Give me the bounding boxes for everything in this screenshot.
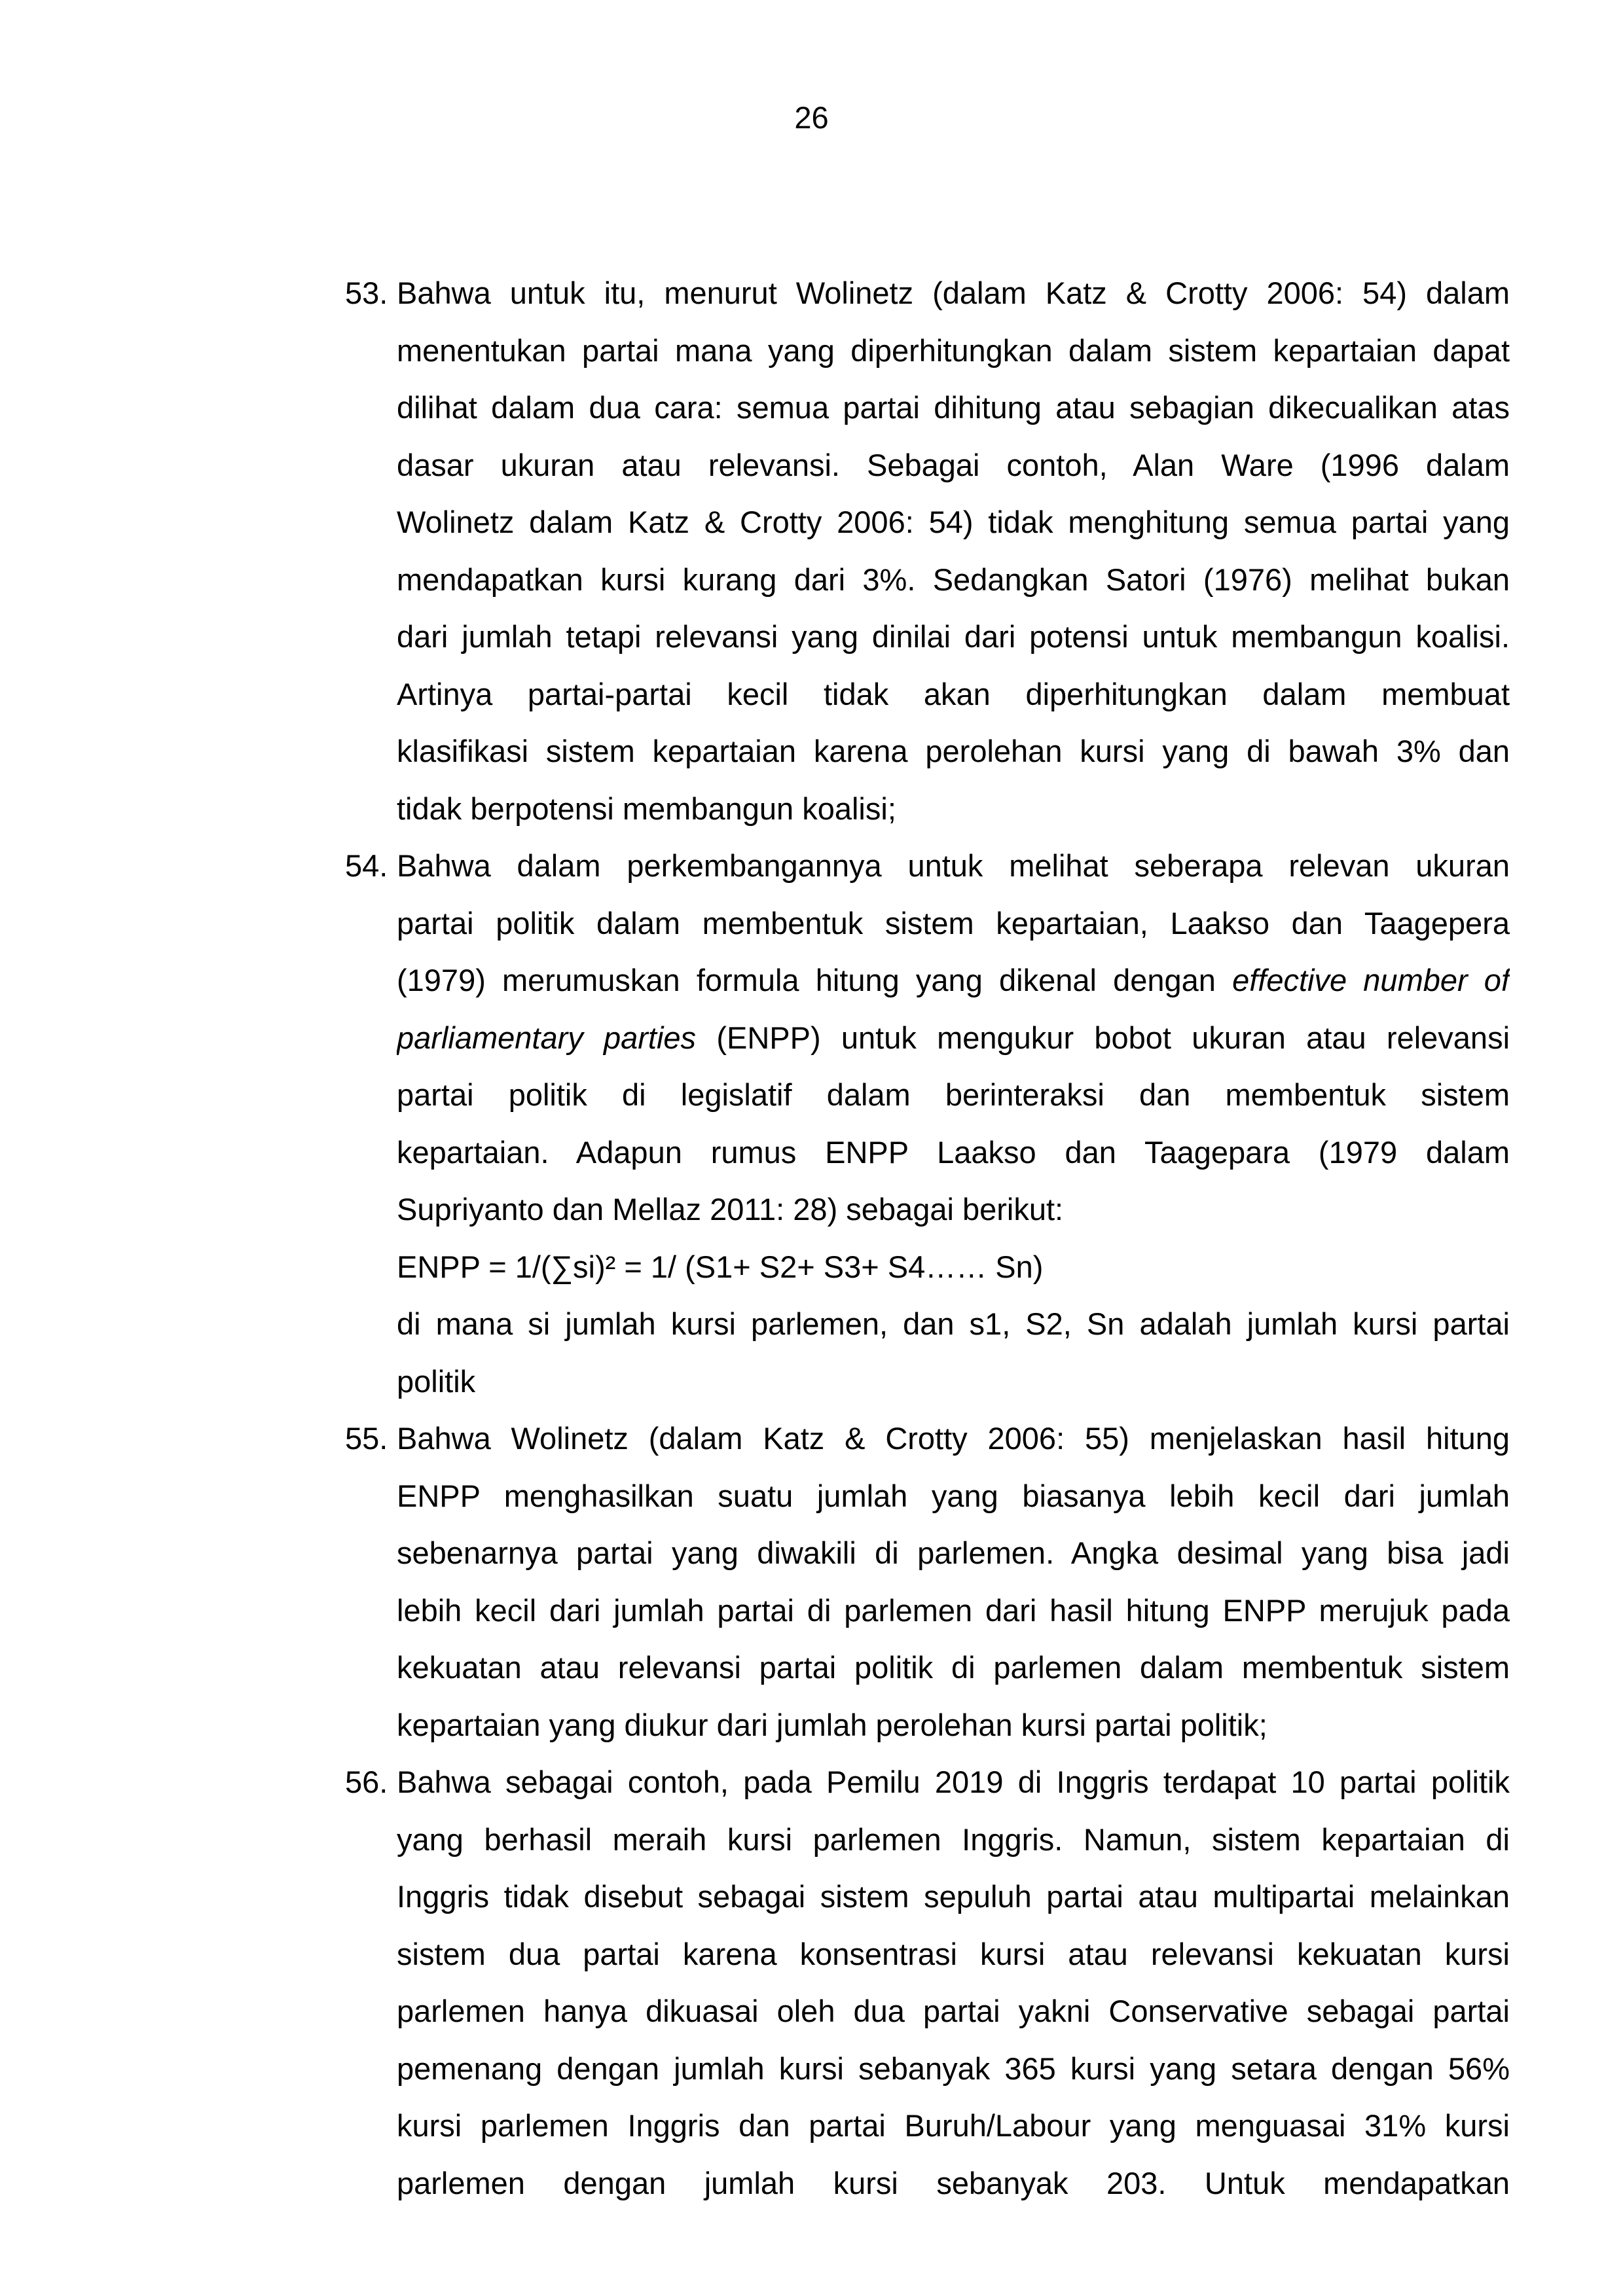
paragraph-line: sistem dua partai karena konsentrasi kursi atau relevansi kekuatan kursi: [397, 1936, 1510, 1971]
paragraph-line: Supriyanto dan Mellaz 2011: 28) sebagai berikut:: [397, 1192, 1064, 1227]
list-item: [0, 264, 1510, 837]
paragraph-line: politik: [397, 1363, 476, 1399]
paragraph-line: parlemen hanya dikuasai oleh dua partai yakni Conservative sebagai partai: [397, 1994, 1510, 2028]
paragraph-line: sebenarnya partai yang diwakili di parlemen. Angka desimal yang bisa jadi: [397, 1535, 1510, 1570]
line-text: (ENPP) untuk mengukur bobot ukuran atau relevansi: [696, 1020, 1510, 1055]
paragraph-line: kekuatan atau relevansi partai politik di parlemen dalam membentuk sistem: [397, 1650, 1510, 1685]
paragraph-line: [397, 1009, 1510, 1067]
paragraph-line: ENPP = 1/(∑si)² = 1/ (S1+ S2+ S3+ S4…… Sn): [397, 1249, 1044, 1284]
list-item-number: 56.: [345, 1765, 388, 1799]
document-body: [0, 264, 1623, 2212]
paragraph-line: Artinya partai-partai kecil tidak akan diperhitungkan dalam membuat: [397, 676, 1510, 711]
paragraph-line: yang berhasil meraih kursi parlemen Inggris. Namun, sistem kepartaian di: [397, 1821, 1510, 1857]
paragraph-line: kursi parlemen Inggris dan partai Buruh/Labour yang menguasai 31% kursi: [397, 2108, 1510, 2143]
page-number: 26: [794, 100, 829, 135]
italic-term: parliamentary parties: [397, 1020, 697, 1055]
paragraph-line: ENPP menghasilkan suatu jumlah yang biasanya lebih kecil dari jumlah: [397, 1478, 1510, 1513]
paragraph-line: lebih kecil dari jumlah partai di parlemen dari hasil hitung ENPP merujuk pada: [397, 1592, 1510, 1628]
line-text: (1979) merumuskan formula hitung yang dikenal dengan: [397, 963, 1233, 997]
paragraph-line: parlemen dengan jumlah kursi sebanyak 203. Untuk mendapatkan: [397, 2165, 1510, 2200]
paragraph-line: dari jumlah tetapi relevansi yang dinilai dari potensi untuk membangun koalisi.: [397, 619, 1510, 654]
paragraph-line: Bahwa untuk itu, menurut Wolinetz (dalam Katz & Crotty 2006: 54) dalam: [397, 276, 1510, 310]
paragraph-line: klasifikasi sistem kepartaian karena perolehan kursi yang di bawah 3% dan: [397, 734, 1510, 768]
paragraph-line: kepartaian. Adapun rumus ENPP Laakso dan Taagepara (1979 dalam: [397, 1134, 1510, 1170]
paragraph-line: di mana si jumlah kursi parlemen, dan s1, S2, Sn adalah jumlah kursi partai: [397, 1306, 1510, 1341]
paragraph-line: dasar ukuran atau relevansi. Sebagai contoh, Alan Ware (1996 dalam: [397, 447, 1510, 482]
list-item-number: 55.: [345, 1421, 388, 1456]
paragraph-line: kepartaian yang diukur dari jumlah perolehan kursi partai politik;: [397, 1707, 1267, 1742]
paragraph-line: menentukan partai mana yang diperhitungkan dalam sistem kepartaian dapat: [397, 332, 1510, 368]
list-item: [0, 1410, 1510, 1753]
paragraph-line: dilihat dalam dua cara: semua partai dihitung atau sebagian dikecualikan atas: [397, 390, 1510, 425]
paragraph-line: pemenang dengan jumlah kursi sebanyak 365 kursi yang setara dengan 56%: [397, 2051, 1510, 2086]
paragraph-line: Bahwa sebagai contoh, pada Pemilu 2019 di Inggris terdapat 10 partai politik: [397, 1765, 1510, 1799]
list-item-number: 54.: [345, 848, 388, 883]
paragraph-line: tidak berpotensi membangun koalisi;: [397, 791, 896, 826]
paragraph-line: partai politik dalam membentuk sistem kepartaian, Laakso dan Taagepera: [397, 905, 1510, 941]
paragraph-line: Bahwa dalam perkembangannya untuk melihat seberapa relevan ukuran: [397, 848, 1510, 883]
list-item-number: 53.: [345, 276, 388, 310]
paragraph-line: Wolinetz dalam Katz & Crotty 2006: 54) tidak menghitung semua partai yang: [397, 505, 1510, 539]
list-item: [0, 837, 1510, 1410]
list-item: [0, 1753, 1510, 2212]
paragraph-line: partai politik di legislatif dalam berinteraksi dan membentuk sistem: [397, 1077, 1510, 1112]
paragraph-line: mendapatkan kursi kurang dari 3%. Sedangkan Satori (1976) melihat bukan: [397, 562, 1510, 597]
italic-term: effective number of: [1232, 963, 1510, 997]
paragraph-line: Bahwa Wolinetz (dalam Katz & Crotty 2006: 55) menjelaskan hasil hitung: [397, 1421, 1510, 1456]
paragraph-line: [397, 952, 1510, 1009]
paragraph-line: Inggris tidak disebut sebagai sistem sepuluh partai atau multipartai melainkan: [397, 1879, 1510, 1914]
